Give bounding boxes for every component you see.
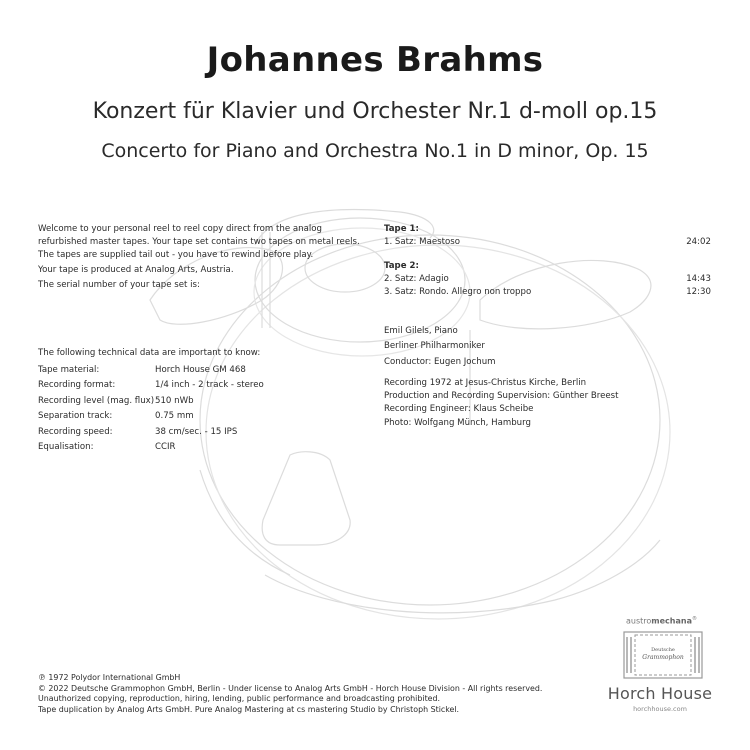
list-item	[384, 273, 711, 286]
table-row	[38, 426, 264, 441]
credit-line: Recording Engineer: Klaus Scheibe	[384, 404, 534, 415]
credit-line: Recording 1972 at Jesus-Christus Kirche, Berlin	[384, 378, 587, 388]
table-row	[38, 441, 264, 456]
performer-line: Conductor: Eugen Jochum	[384, 356, 496, 367]
tech-key: Recording speed:	[38, 426, 113, 437]
performer-line: Berliner Philharmoniker	[384, 341, 485, 352]
austromechana-logo: austromechana®	[626, 616, 697, 626]
deutsche-grammophon-logo	[623, 631, 703, 679]
production-note: Your tape is produced at Analog Arts, Austria.	[38, 265, 234, 275]
copyright-line: Unauthorized copying, reproduction, hiring, lending, public performance and broadcasting prohibited.	[38, 694, 441, 703]
tech-key: Separation track:	[38, 411, 113, 422]
work-title-german: Konzert für Klavier und Orchester Nr.1 d-moll op.15	[92, 99, 658, 124]
track-duration: 12:30	[686, 287, 711, 297]
tech-value: Horch House GM 468	[155, 365, 246, 375]
horch-house-website: horchhouse.com	[633, 705, 687, 713]
tech-value: 510 nWb	[155, 395, 194, 406]
composer-title: Johannes Brahms	[206, 40, 544, 80]
track-duration: 24:02	[686, 237, 711, 247]
list-item	[384, 286, 711, 299]
svg-text:Deutsche: Deutsche	[651, 647, 675, 653]
copyright-footer	[38, 673, 598, 715]
tech-data-table	[38, 364, 264, 456]
tech-value: 1/4 inch - 2 track - stereo	[155, 380, 264, 391]
tech-value: 0.75 mm	[155, 411, 194, 422]
credit-line: Photo: Wolfgang Münch, Hamburg	[384, 417, 531, 428]
tech-key: Tape material:	[38, 365, 100, 375]
table-row	[38, 364, 264, 379]
copyright-line: © 2022 Deutsche Grammophon GmbH, Berlin - Under license to Analog Arts GmbH - Horch House Division - All rights reserved.	[38, 683, 543, 693]
tape-1-heading: Tape 1:	[384, 224, 419, 234]
tech-key: Recording format:	[38, 380, 116, 391]
tech-key: Recording level (mag. flux)	[38, 395, 155, 406]
table-row	[38, 379, 264, 394]
track-title: 1. Satz: Maestoso	[384, 237, 460, 247]
copyright-line: Tape duplication by Analog Arts GmbH. Pure Analog Mastering at cs mastering Studio by Christoph Stickel.	[38, 704, 460, 714]
work-title-english: Concerto for Piano and Orchestra No.1 in D minor, Op. 15	[101, 140, 649, 162]
performers	[384, 325, 714, 371]
track-list	[384, 223, 711, 299]
tech-value: 38 cm/sec. - 15 IPS	[155, 426, 238, 437]
list-item	[384, 236, 711, 249]
copyright-line: ℗ 1972 Polydor International GmbH	[38, 673, 181, 682]
welcome-paragraph: Welcome to your personal reel to reel copy direct from the analog refurbished master tapes. Your tape set contains two tapes on metal reels. The tapes are supplied tail out - you have to rewind before play.	[38, 224, 360, 260]
track-duration: 14:43	[686, 274, 711, 284]
tech-data-intro: The following technical data are important to know:	[38, 348, 261, 358]
track-title: 3. Satz: Rondo. Allegro non troppo	[384, 287, 532, 297]
horch-house-logo: Horch House	[607, 684, 713, 703]
tech-value: CCIR	[155, 441, 176, 452]
recording-credits	[384, 377, 724, 430]
track-title: 2. Satz: Adagio	[384, 274, 449, 284]
table-row	[38, 395, 264, 410]
tech-key: Equalisation:	[38, 441, 94, 452]
performer-line: Emil Gilels, Piano	[384, 326, 458, 336]
welcome-text	[38, 223, 368, 294]
serial-number-label: The serial number of your tape set is:	[38, 280, 200, 290]
tape-2-heading: Tape 2:	[384, 261, 419, 271]
svg-text:Grammophon: Grammophon	[642, 654, 684, 661]
table-row	[38, 410, 264, 425]
credit-line: Production and Recording Supervision: Günther Breest	[384, 391, 619, 402]
